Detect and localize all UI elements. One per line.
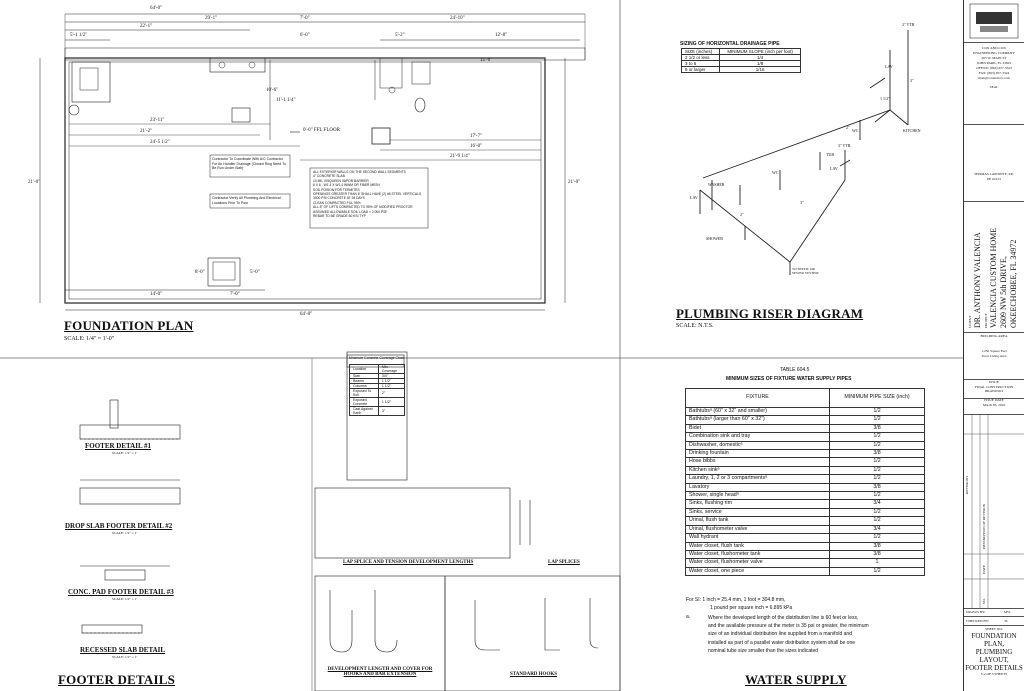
table-row xyxy=(686,492,925,500)
footer-detail-title: CONC. PAD FOOTER DETAIL #3 xyxy=(68,588,174,596)
note-item: CLEAN COMPACTED FILL 95% xyxy=(313,200,361,205)
table-row xyxy=(686,441,925,449)
client-label: CLIENT xyxy=(968,315,972,328)
company-line: OFFICE: (863) 657-3323 xyxy=(976,66,1012,70)
title-block xyxy=(963,0,1024,691)
dim-label: 21'-9 1/4" xyxy=(450,154,470,159)
lap-splices-title: LAP SPLICES xyxy=(548,560,580,565)
riser-label: LAV xyxy=(690,195,698,200)
pipe-size-cell: 3/8 xyxy=(830,450,925,458)
issue-date-value: March 03, 2016 xyxy=(982,403,1006,407)
table-row xyxy=(686,433,925,441)
foundation-plan-drawing xyxy=(40,14,585,310)
dim-label: 14'-0" xyxy=(150,292,163,297)
engineer-license: PE 62123 xyxy=(987,177,1001,181)
sheet-no-label: SHEET NO. xyxy=(985,627,1003,631)
fixture-cell: Water closet, one piece xyxy=(686,567,830,575)
floor-elevation-label: 0'-0" FFL FLOOR xyxy=(303,128,340,133)
revisions-block xyxy=(964,414,1024,609)
table-row xyxy=(686,416,925,424)
project-name: VALENCIA CUSTOM HOME xyxy=(989,227,998,328)
dim-label: 8'-0" xyxy=(195,270,205,275)
pipe-size-cell: 1/2 xyxy=(830,466,925,474)
table-row xyxy=(686,542,925,550)
cover-cell: 1 1/2" xyxy=(378,398,404,407)
issue-date-block xyxy=(964,398,1024,415)
table-row xyxy=(686,466,925,474)
drainage-table xyxy=(681,48,801,73)
pipe-size-cell: 1/2 xyxy=(830,567,925,575)
water-note-si-b: 1 pound per square inch = 6.895 kPa xyxy=(710,605,793,612)
cover-table xyxy=(349,364,405,416)
note-item: ASSUMED ALLOWABLE SOIL LOAD = 2,000 PSF xyxy=(313,209,388,214)
water-supply-title: WATER SUPPLY xyxy=(745,672,847,687)
note-item: REBAR TO BE GRADE 60 KSI TYP xyxy=(313,214,366,219)
pipe-size-cell: 1/2 xyxy=(830,441,925,449)
cover-cell: 3/4" xyxy=(378,374,404,379)
sheet-title-line: PLAN, xyxy=(983,640,1005,648)
issue-value: FINAL CONSTRUCTION xyxy=(974,384,1014,389)
sheet-info xyxy=(964,627,1024,677)
fixture-cell: Sinks, flushing rim xyxy=(686,500,830,508)
riser-label: SHOWER xyxy=(706,236,723,241)
dev-length-title: DEVELOPMENT LENGTH AND COVER FOR HOOKS AND BAR EXTENSION xyxy=(327,667,433,677)
dim-label: 7'-0" xyxy=(230,292,240,297)
sheet-title-line: FOOTER DETAILS xyxy=(965,664,1023,672)
client-name: DR. ANTHONY VALENCIA xyxy=(973,232,982,328)
drainage-cell: 3 to 6 xyxy=(682,61,720,67)
pipe-size-cell: 3/8 xyxy=(830,424,925,432)
project-label: PROJECT xyxy=(984,313,988,328)
seal-label: SEAL xyxy=(989,85,999,89)
dim-label: 24'-5 1/2" xyxy=(150,140,170,145)
riser-label: LAV xyxy=(885,64,893,69)
pipe-size-cell: 1/2 xyxy=(830,534,925,542)
cover-cell: 2" xyxy=(378,389,404,398)
note-item: 6 X 6 - W1.4 X W1.4 WWM OR FIBER MESH xyxy=(313,183,380,188)
drainage-table-title: SIZING OF HORIZONTAL DRAINAGE PIPE xyxy=(680,41,780,47)
dim-label: 23'-11" xyxy=(150,118,165,123)
table-row xyxy=(686,475,925,483)
sheet-of: S-2 OF 3 SHEETS xyxy=(980,672,1008,676)
cover-cell: 3" xyxy=(378,407,404,416)
cover-cell: Slab xyxy=(350,374,379,379)
footer-detail-title: FOOTER DETAIL #1 xyxy=(85,442,151,450)
pipe-size-cell: 3/8 xyxy=(830,542,925,550)
logo-icon xyxy=(964,0,1024,42)
pipe-size-cell: 3/8 xyxy=(830,483,925,491)
riser-label: 3" xyxy=(800,200,804,205)
table-row xyxy=(686,500,925,508)
cover-cell: Cast Against Earth xyxy=(350,407,379,416)
fixture-cell: Water closet, flush tank xyxy=(686,542,830,550)
fixture-cell: Combination sink and tray xyxy=(686,433,830,441)
footer-details-title: FOOTER DETAILS xyxy=(58,672,176,687)
drainage-header: MINIMUM SLOPE (inch per foot) xyxy=(720,49,801,55)
water-note-a xyxy=(708,614,869,655)
note-item: 10 MIL VISQUEEN VAPOR BARRIER xyxy=(313,178,369,183)
company-logo xyxy=(964,0,1024,43)
company-line: COX AND COX xyxy=(982,46,1006,50)
dim-label: 15'-6" xyxy=(480,58,493,63)
dim-label: 29'-1" xyxy=(205,16,218,21)
fixture-cell: Drinking fountain xyxy=(686,450,830,458)
note-item: SOIL POISON FOR TERMITES xyxy=(313,187,360,192)
dim-label: 7'-0" xyxy=(300,16,310,21)
issue-label: ISSUE xyxy=(989,380,999,384)
fixture-cell: Urinal, flushometer valve xyxy=(686,525,830,533)
checked-by xyxy=(964,617,1024,626)
rev-col: DATE xyxy=(982,565,986,574)
company-line: 205 W. MAIN ST xyxy=(981,56,1007,60)
dim-label: 11'-1 1/4" xyxy=(276,98,296,103)
table-row xyxy=(686,517,925,525)
engineer-name: THOMAS LAPOINTE, P.E. xyxy=(974,172,1014,176)
riser-scale: SCALE: N.T.S. xyxy=(676,323,714,329)
footer-detail-title: RECESSED SLAB DETAIL xyxy=(80,646,166,654)
drainage-cell: 1/8 xyxy=(720,61,801,67)
table-row xyxy=(686,424,925,432)
drainage-cell: 8 or larger xyxy=(682,67,720,73)
pipe-size-cell: 1/2 xyxy=(830,517,925,525)
cover-cell: 1 1/2" xyxy=(378,384,404,389)
cover-cell: 1 1/2" xyxy=(378,379,404,384)
water-supply-table xyxy=(685,388,925,576)
fixture-cell: Wall hydrant xyxy=(686,534,830,542)
riser-label: 3" xyxy=(910,78,914,83)
drainage-header: SIZE (inches) xyxy=(682,49,720,55)
pipe-size-cell: 1/2 xyxy=(830,475,925,483)
riser-label: 2" xyxy=(740,212,744,217)
pipe-size-cell: 3/4 xyxy=(830,500,925,508)
sheet-title-line: LAYOUT, xyxy=(979,656,1009,664)
table-row xyxy=(686,450,925,458)
note-item: 3000 PSI CONCRETE AT 28 DAYS xyxy=(313,196,365,201)
pipe-size-cell: 1 xyxy=(830,559,925,567)
water-table-title: MINIMUM SIZES OF FIXTURE WATER SUPPLY PIPES xyxy=(726,376,852,382)
revisions-label: REVISIONS xyxy=(965,475,969,494)
cover-cell: Columns xyxy=(350,384,379,389)
riser-label: TO SEPTIC OR SEWER SYSTEM xyxy=(792,267,819,275)
dim-label: 12'-8" xyxy=(495,33,508,38)
fixture-cell: Lavatory xyxy=(686,483,830,491)
footer-detail-scale: SCALE: 1/2" = 1' xyxy=(112,655,137,659)
pipe-size-cell: 3/8 xyxy=(830,550,925,558)
drainage-cell: 2 1/2 or less xyxy=(682,55,720,61)
drawn-by xyxy=(964,608,1024,617)
project-city: OKEECHOBEE, FL 34972 xyxy=(1009,239,1018,328)
dim-label: 5'-1 1/2" xyxy=(70,33,88,38)
table-row xyxy=(686,458,925,466)
note-line: installed as part of a parallel water distribution system shall be one xyxy=(708,639,856,646)
fixture-cell: Urinal, flush tank xyxy=(686,517,830,525)
company-line: mail@coxandcox.com xyxy=(978,76,1010,80)
riser-label: WC xyxy=(852,128,859,133)
dim-label: 16'-0" xyxy=(470,144,483,149)
cover-table-title: Minimum Concrete Coverage Chart xyxy=(349,356,405,360)
standard-hooks-title: STANDARD HOOKS xyxy=(510,672,557,677)
note-item: 4" CONCRETE SLAB xyxy=(313,174,345,179)
cover-cell: Exposed Concrete xyxy=(350,398,379,407)
riser-title: PLUMBING RISER DIAGRAM xyxy=(676,306,864,321)
table-row xyxy=(686,550,925,558)
riser-label: WC xyxy=(772,170,779,175)
building-area xyxy=(964,332,1024,380)
dim-label: 21'-2" xyxy=(140,129,153,134)
water-note-a-label: a. xyxy=(686,614,691,620)
plumbing-verify-note: Contractor Verify All Plumbing And Electrical Locations Prior To Pour xyxy=(212,196,281,205)
checked-by-value: TL xyxy=(1004,619,1009,623)
riser-label: 1 1/2" xyxy=(880,96,890,101)
riser-label: LAV xyxy=(830,166,838,171)
riser-label: 2" VTR xyxy=(902,22,915,27)
pipe-size-cell: 1/2 xyxy=(830,433,925,441)
table-row xyxy=(686,534,925,542)
footer-detail-scale: SCALE: 1/2" = 1' xyxy=(112,531,137,535)
project-address: 2609 NW 5th DRIVE, xyxy=(999,256,1008,328)
company-line: ENGINEERING COMPANY xyxy=(973,51,1015,55)
pipe-size-cell: 1/2 xyxy=(830,508,925,516)
building-area-label: BUILDING AREA xyxy=(980,334,1008,338)
footer-detail-title: DROP SLAB FOOTER DETAIL #2 xyxy=(65,522,173,530)
dim-label: 22'-1" xyxy=(140,24,153,29)
fixture-cell: Water closet, flushometer tank xyxy=(686,550,830,558)
cover-cell: Exposed To Soil xyxy=(350,389,379,398)
dim-label: 5'-0" xyxy=(250,270,260,275)
riser-label: 2" xyxy=(846,125,850,130)
building-area-note: Total Living Area xyxy=(981,354,1007,358)
dim-label: 64'-0" xyxy=(150,6,163,11)
sheet-title-line: FOUNDATION xyxy=(971,632,1017,640)
rev-col: NO. xyxy=(982,598,986,604)
drainage-cell: 1/16 xyxy=(720,67,801,73)
riser-label: TUB xyxy=(826,152,834,157)
fixture-cell: Laundry, 1, 2 or 3 compartmentsᵃ xyxy=(686,475,830,483)
water-table-no: TABLE 604.5 xyxy=(780,367,810,373)
dim-label: 21'-0" xyxy=(28,180,41,185)
foundation-plan-title: FOUNDATION PLAN xyxy=(64,318,194,333)
rev-col: DESCRIPTION OF REVISION xyxy=(982,503,986,549)
cover-cell: Beams xyxy=(350,379,379,384)
issue-value: DRAWINGS xyxy=(984,389,1004,393)
note-line: and the available pressure at the meter is 35 psi or greater, the minimum xyxy=(708,623,869,630)
company-line: FAX: (863) 657-3324 xyxy=(978,71,1010,75)
note-line: size of an individual distribution line supplied from a manifold and xyxy=(708,631,852,638)
water-note-si: For SI: 1 inch = 25.4 mm, 1 foot = 304.8 mm, xyxy=(686,597,786,603)
table-row xyxy=(686,483,925,491)
ac-drainage-note: Contractor To Coordinate With A/C Contractor For Air Handler Drainage (Closed Ring Need To Be Run Under Slab) xyxy=(212,157,286,170)
fixture-cell: Bathtubsᵃ (60" x 32" and smaller) xyxy=(686,408,830,416)
issue-block xyxy=(964,380,1024,399)
revision-grid xyxy=(964,414,1024,608)
dim-label: 24'-10" xyxy=(450,16,465,21)
fixture-cell: Bathtubsᵃ (larger than 60" x 32") xyxy=(686,416,830,424)
pipe-size-cell: 3/4 xyxy=(830,525,925,533)
pipe-size-cell: 1/2 xyxy=(830,458,925,466)
note-line: Where the developed length of the distribution line is 60 feet or less, xyxy=(708,615,859,621)
water-notes xyxy=(686,596,792,612)
building-area-value: 1,250 Square Feet xyxy=(981,349,1007,353)
foundation-plan-scale: SCALE: 1/4" = 1'-0" xyxy=(64,336,115,342)
dim-label: 6'-0" xyxy=(300,33,310,38)
sheet-title-line: PLUMBING xyxy=(975,648,1013,656)
table-row xyxy=(686,567,925,575)
drawn-by-value: MW xyxy=(1004,610,1011,614)
drainage-cell: 1/4 xyxy=(720,55,801,61)
note-item: OPENINGS GREATER THAN 6' SHALL HAVE (2) #5 STEEL VERTICALS xyxy=(313,192,422,197)
drawn-by-label: DRAWN BY: xyxy=(966,610,986,614)
water-header-size: MINIMUM PIPE SIZE (inch) xyxy=(830,389,925,408)
project-info xyxy=(964,202,1024,333)
company-info xyxy=(964,42,1024,125)
lap-splice-title: LAP SPLICE AND TENSION DEVELOPMENT LENGTHS xyxy=(343,560,474,565)
riser-label: WASHER xyxy=(708,182,725,187)
checked-by-label: CHECKED BY: xyxy=(966,619,989,623)
foundation-notes xyxy=(313,170,427,218)
water-header-fixture: FIXTURE xyxy=(686,389,830,408)
dim-label: 21'-0" xyxy=(568,180,581,185)
pipe-size-cell: 1/2 xyxy=(830,408,925,416)
pipe-size-cell: 1/2 xyxy=(830,492,925,500)
table-row xyxy=(686,559,925,567)
fixture-cell: Sinks, service xyxy=(686,508,830,516)
footer-detail-scale: SCALE: 1/2" = 1' xyxy=(112,597,137,601)
dim-label: 64'-0" xyxy=(300,312,313,317)
fixture-cell: Hose bibbs xyxy=(686,458,830,466)
table-row xyxy=(686,525,925,533)
pipe-size-cell: 1/2 xyxy=(830,416,925,424)
company-line: JOHN PARK, FL 33825 xyxy=(976,61,1012,65)
table-row xyxy=(686,408,925,416)
footer-detail-scale: SCALE: 1/2" = 1' xyxy=(112,451,137,455)
riser-label: 3" VTR xyxy=(838,143,851,148)
fixture-cell: Shower, single headᵃ xyxy=(686,492,830,500)
dim-label: 5'-2" xyxy=(395,33,405,38)
fixture-cell: Water closet, flushometer valve xyxy=(686,559,830,567)
cover-cell: Location xyxy=(350,365,379,374)
riser-label: KITCHEN xyxy=(903,128,921,133)
note-item: ALL 8" OF LIFTS COMPACTED TO 95% OF MODIFIED PROCTOR xyxy=(313,205,413,210)
fixture-cell: Kitchen sinkᵃ xyxy=(686,466,830,474)
cover-cell: Min. Coverage xyxy=(378,365,404,374)
table-row xyxy=(686,508,925,516)
dim-label: 17'-7" xyxy=(470,134,483,139)
engineer-info xyxy=(964,120,1024,202)
dim-label: 10'-6" xyxy=(266,88,279,93)
issue-date-label: ISSUE DATE xyxy=(984,398,1004,402)
fixture-cell: Bidet xyxy=(686,424,830,432)
note-line: nominal tube size smaller than the sizes indicated xyxy=(708,647,819,654)
foundation-notes-title: ALL EXTERIOR WALLS ON THE SECOND WALL SEGMENTS xyxy=(313,170,406,174)
fixture-cell: Dishwasher, domesticᵃ xyxy=(686,441,830,449)
